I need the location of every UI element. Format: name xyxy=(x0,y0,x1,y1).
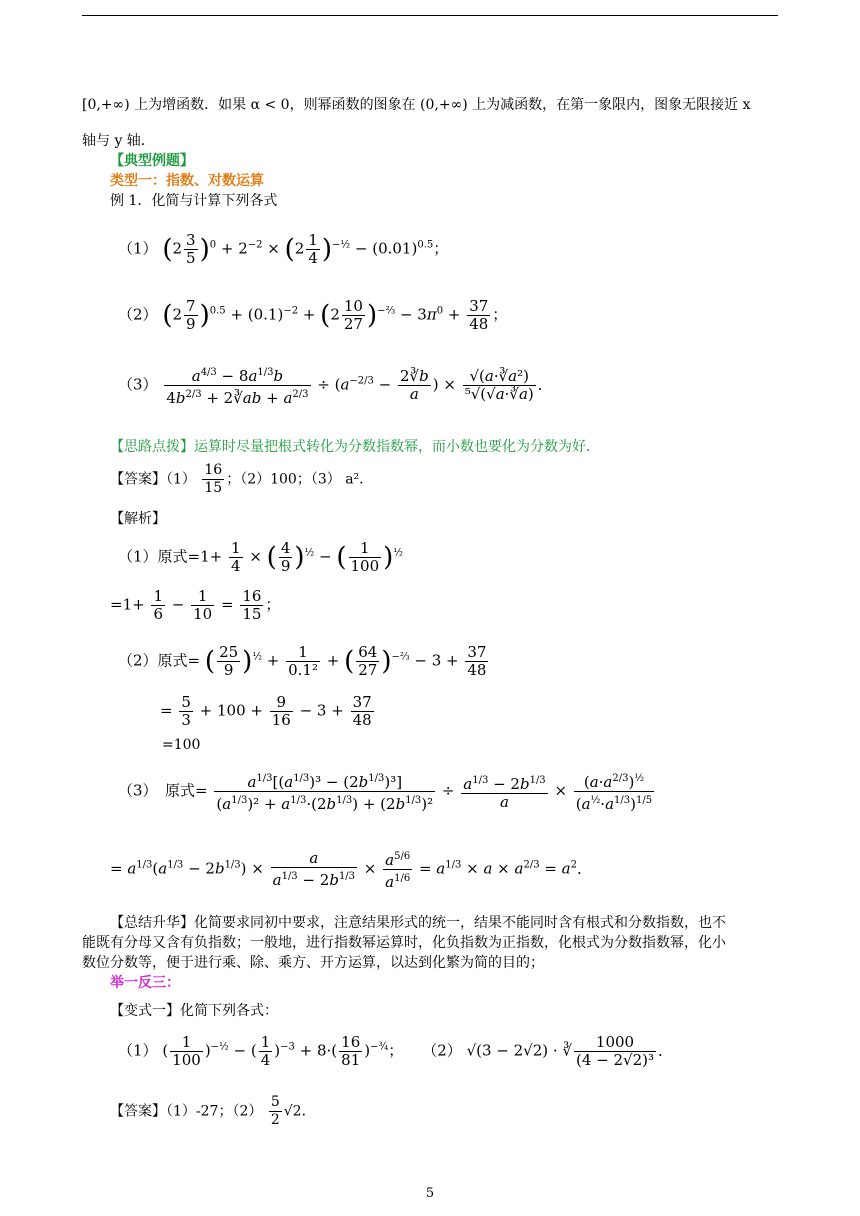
summary-line-2: 能既有分母又含有负指数；一般地，进行指数幂运算时，化负指数为正指数，化根式为分数指数幂，化小 xyxy=(82,935,726,951)
solution-3-line-2: = $a^{1/3}(a^{1/3} - 2b^{1/3})$ × $\frac{a}{a^{1/3} - 2b^{1/3}}$ × $\frac{a^{5/6}}{a^{1/6}}$ = $a^{1/3} \times a \times a^{2/3} = a^2$． xyxy=(110,849,593,891)
analysis-label: 【解析】 xyxy=(110,511,166,527)
solution-2-line-2: = $\frac{5}{3}$ + 100 + $\frac{9}{16}$ − 3 + $\frac{37}{48}$ xyxy=(160,693,372,729)
answer-line: 【答案】（1） $\frac{16}{15}$ ；（2）100；（3） a²． xyxy=(110,462,374,496)
answer2-line: 【答案】（1）-27；（2） $\frac{5}{2}$ √2． xyxy=(110,1094,316,1128)
heading-practice: 举一反三： xyxy=(110,975,180,991)
solution-2-result: =100 xyxy=(162,737,201,753)
intro-line-2: 轴与 y 轴． xyxy=(82,133,155,149)
question-2-formula: （2） (2 $\frac{7}{9}$ )$^{0.5} + (0.1)^{-2} + (2$ $\frac{10}{27}$ )$^{-\frac{2}{3}} - 3\pi^0$ + $\frac{37}{48}$ ； xyxy=(118,297,508,333)
solution-1-line-2: =1+ $\frac{1}{6}$ − $\frac{1}{10}$ = $\frac{16}{15}$ ； xyxy=(110,587,281,623)
question-3-label: （3） xyxy=(118,375,158,394)
summary-line-1: 【总结升华】化简要求同初中要求，注意结果形式的统一，结果不能同时含有根式和分数指数，也不 xyxy=(110,915,726,931)
solution-1-line-1: （1）原式=1+ $\frac{1}{4}$ × ( $\frac{4}{9}$ )$^{\frac{1}{2}}$ − ( $\frac{1}{100}$ )$^{\frac{1}{2}}$ xyxy=(118,539,403,575)
example1-title: 例 1．化简与计算下列各式 xyxy=(110,193,278,209)
variant1-formula: （1） ( $\frac{1}{100}$ )$^{-\frac{1}{2}}$ − ( $\frac{1}{4}$ )$^{-3}$ + 8·( $\frac{16}{81}$ )$^{-\frac{3}{4}}$； （2） √(3 − 2√2) · ∛ $\frac{1000}{\text{(4 − 2√2)³}}$ ． xyxy=(118,1033,674,1069)
page-number: 5 xyxy=(425,1186,435,1201)
solution-2-line-1: （2）原式= ( $\frac{25}{9}$ )$^{\frac{1}{2}}$ + $\frac{1}{\text{0.1²}}$ + ( $\frac{64}{27}$ )$^{-\frac{2}{3}}$ − 3 + $\frac{37}{48}$ xyxy=(118,643,487,679)
heading-type1: 类型一：指数、对数运算 xyxy=(110,173,264,189)
question-2-label: （2） xyxy=(118,305,158,324)
question-1-formula: （1） (2 $\frac{3}{5}$ )$^0 + 2^{-2} \times (2$ $\frac{1}{4}$ )$^{-\frac{1}{2}} - (0.01)^{0.5}$； xyxy=(118,231,449,267)
solution-3-line-1: （3） 原式= $\frac{a^{1/3}[(a^{1/3})^3 - (2b^{1/3})^3]}{(a^{1/3})^2 + a^{1/3}\cdot(2b^{1/3}) + (2b^{1/3})^2}$ ÷ $\frac{a^{1/3} - 2b^{1/3}}{a}$ × $\frac{(a\cdot a^{2/3})^{\frac{1}{2}}}{(a^{\frac{1}{2}}\cdot a^{1/3})^{1/5}}$ xyxy=(118,770,656,813)
question-1-label: （1） xyxy=(118,239,158,258)
intro-line-1: [0,+∞) 上为增函数．如果 α < 0，则幂函数的图象在 (0,+∞) 上为减函数，在第一象限内，图象无限接近 x xyxy=(82,97,751,113)
heading-examples: 【典型例题】 xyxy=(110,153,194,169)
header-rule xyxy=(82,15,778,16)
summary-line-3: 数位分数等，便于进行乘、除、乘方、开方运算，以达到化繁为简的目的； xyxy=(82,955,544,971)
variant1-title: 【变式一】化简下列各式： xyxy=(110,1003,278,1019)
hint-line: 【思路点拨】运算时尽量把根式转化为分数指数幂，而小数也要化为分数为好． xyxy=(110,439,600,455)
answer-label: 【答案】 xyxy=(110,471,166,488)
question-3-formula: （3） $\frac{a^{4/3} - 8a^{1/3}b}{4b^{2/3} + 2∛ab + a^{2/3}}$ ÷ ($a^{-2/3}$ − $\frac{2∛b}{a}$ ) × $\frac{\text{√(a·∛a²)}}{\text{⁵√(√a·∛a)}}$ ． xyxy=(118,364,553,407)
